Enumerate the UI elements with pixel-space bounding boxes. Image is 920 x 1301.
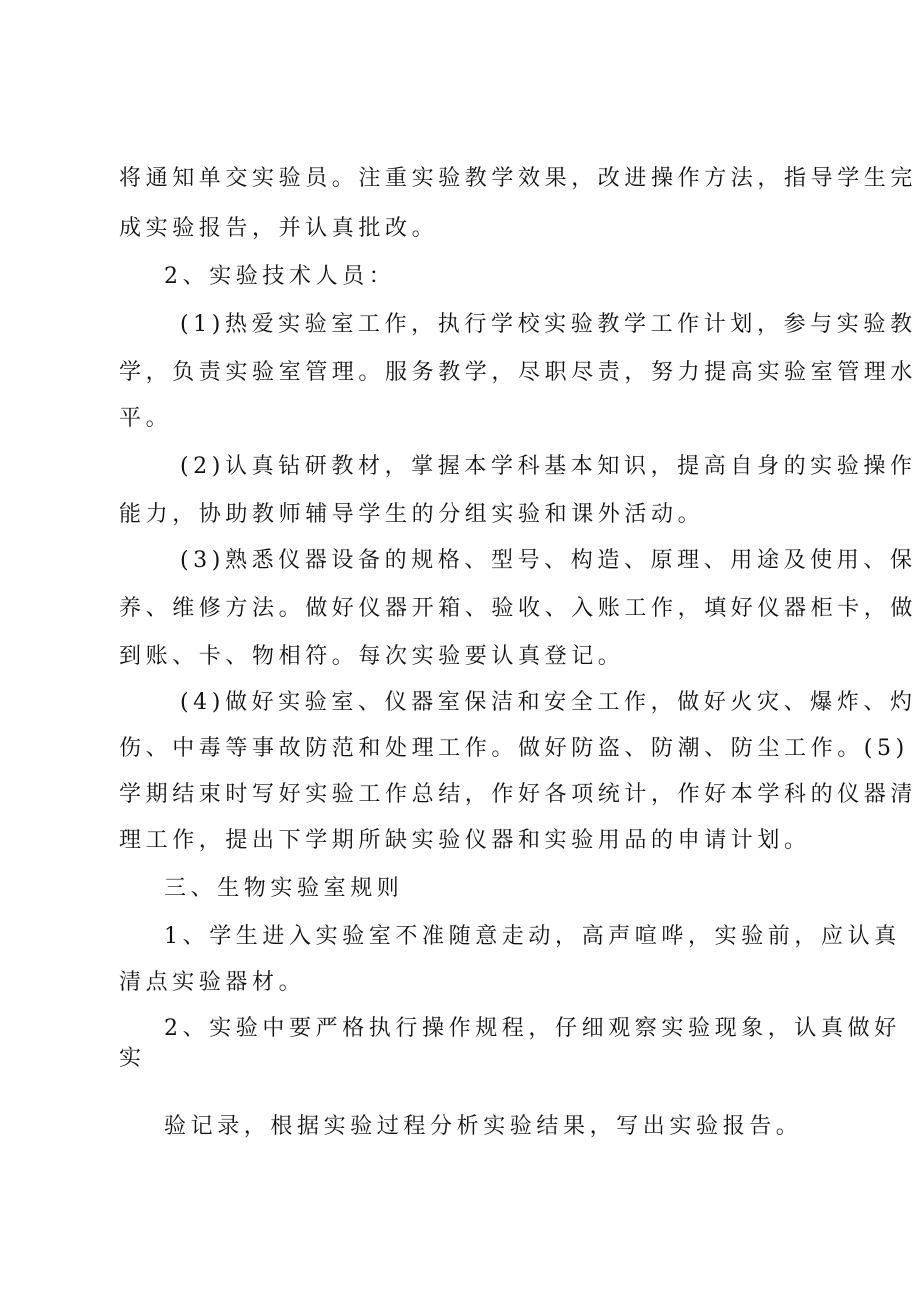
text-line: 成实验报告，并认真批改。 (119, 216, 439, 241)
text-line: (1)热爱实验室工作，执行学校实验教学工作计划，参与实验教 (180, 312, 917, 337)
text-line: 学，负责实验室管理。服务教学，尽职尽责，努力提高实验室管理水 (119, 360, 918, 385)
text-line: (4)做好实验室、仪器室保洁和安全工作，做好火灾、爆炸、灼 (180, 690, 917, 715)
text-line: 能力，协助教师辅导学生的分组实验和课外活动。 (119, 502, 705, 527)
section-heading: 三、生物实验室规则 (164, 876, 404, 901)
text-line: 理工作，提出下学期所缺实验仪器和实验用品的申请计划。 (119, 828, 811, 853)
text-line: (3)熟悉仪器设备的规格、型号、构造、原理、用途及使用、保 (180, 548, 917, 573)
text-line: 养、维修方法。做好仪器开箱、验收、入账工作，填好仪器柜卡，做 (119, 596, 918, 621)
text-line: 将通知单交实验员。注重实验教学效果，改进操作方法，指导学生完 (119, 166, 918, 191)
text-line: 验记录，根据实验过程分析实验结果，写出实验报告。 (164, 1114, 803, 1139)
text-line: (2)认真钻研教材，掌握本学科基本知识，提高自身的实验操作 (180, 454, 917, 479)
text-line: 伤、中毒等事故防范和处理工作。做好防盗、防潮、防尘工作。(5) (119, 736, 909, 761)
text-line: 到账、卡、物相符。每次实验要认真登记。 (119, 644, 625, 669)
text-line: 2、实验中要严格执行操作规程，仔细观察实验现象，认真做好 (164, 1016, 901, 1041)
text-line: 实 (119, 1046, 146, 1071)
text-line: 1、学生进入实验室不准随意走动，高声喧哗，实验前，应认真 (164, 924, 901, 949)
text-line: 平。 (119, 406, 173, 431)
text-line: 2、实验技术人员： (164, 264, 396, 289)
text-line: 清点实验器材。 (119, 970, 306, 995)
text-line: 学期结束时写好实验工作总结，作好各项统计，作好本学科的仪器清 (119, 782, 918, 807)
